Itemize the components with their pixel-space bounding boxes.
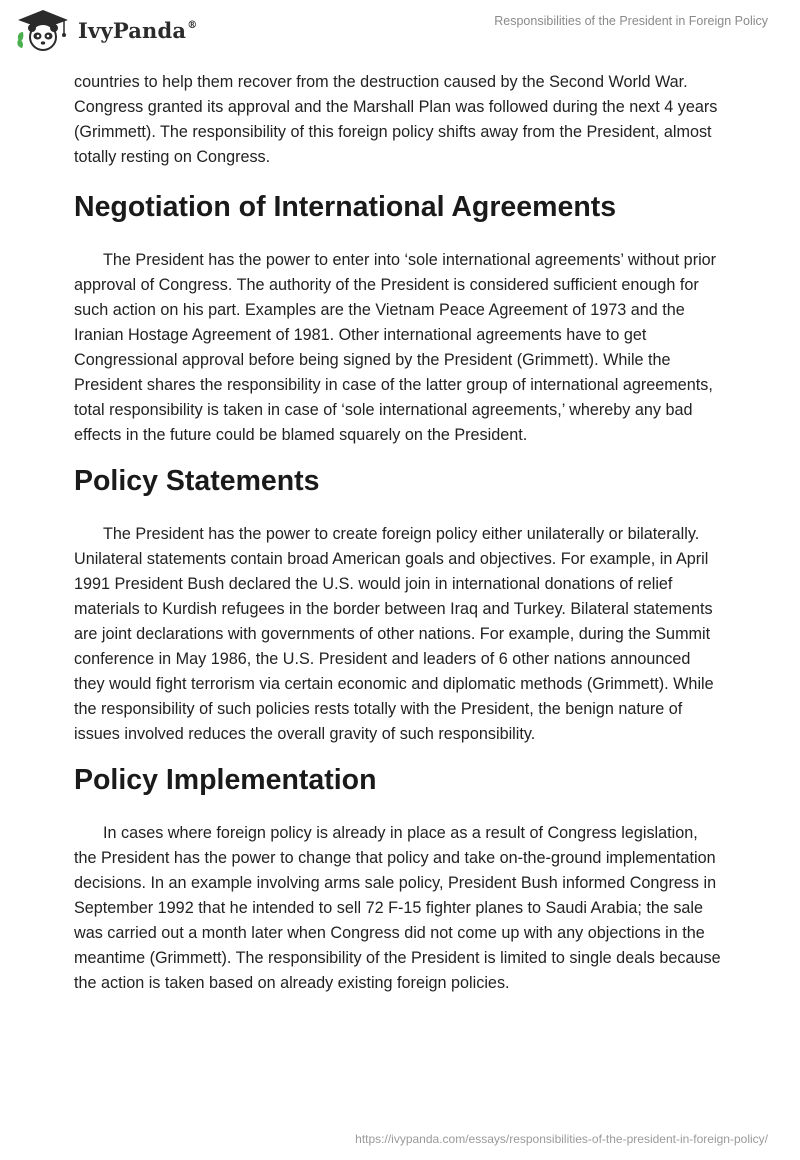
section-paragraph: In cases where foreign policy is already in place as a result of Congress legislation, the President has the power to change that policy and take on-the-ground implementation decisions. In an example involving arms sale policy, President Bush informed Congress in September 1992 that he intended to sell 72 F-15 fighter planes to Saudi Arabia; the sale was carried out a month later when Congress did not come up with any objections in the meantime (Grimmett). The responsibility of the President is limited to single deals because the action is taken based on already existing foreign policies. bbox=[74, 824, 721, 992]
section-paragraph: The President has the power to enter into ‘sole international agreements’ without prior approval of Congress. The authority of the President is considered sufficient enough for such action on his part. Examples are the Vietnam Peace Agreement of 1973 and the Iranian Hostage Agreement of 1981. Other international agreements have to get Congressional approval before being signed by the President (Grimmett). While the President shares the responsibility in case of the latter group of international agreements, total responsibility is taken in case of ‘sole international agreements,’ whereby any bad effects in the future could be blamed squarely on the President. bbox=[74, 251, 717, 444]
document-title: Responsibilities of the President in Foreign Policy bbox=[494, 14, 768, 28]
section-heading: Negotiation of International Agreements bbox=[74, 191, 617, 223]
panda-graduate-icon bbox=[14, 8, 72, 52]
section-policy-statements bbox=[74, 464, 724, 747]
section-paragraph: The President has the power to create foreign policy either unilaterally or bilaterally. Unilateral statements contain broad American goals and objectives. For example, in April 1991 President Bush declared the U.S. would join in international donations of relief materials to Kurdish refugees in the border between Iraq and Turkey. Bilateral statements are joint declarations with governments of other nations. For example, during the Summit conference in May 1986, the U.S. President and leaders of 6 other nations announced they would fight terrorism via certain economic and diplomatic methods (Grimmett). While the responsibility of such policies rests totally with the President, the benign nature of issues involved reduces the overall gravity of such responsibility. bbox=[74, 525, 714, 743]
section-heading: Policy Implementation bbox=[74, 764, 377, 796]
essay-content bbox=[74, 70, 724, 1008]
section-negotiation bbox=[74, 190, 724, 448]
brand-name: IvyPanda® bbox=[78, 17, 198, 43]
ivypanda-logo[interactable] bbox=[14, 8, 197, 52]
intro-paragraph: countries to help them recover from the destruction caused by the Second World War. Congress granted its approval and the Marshall Plan was followed during the next 4 years (Grimmett). The responsibility of this foreign policy shifts away from the President, almost totally resting on Congress. bbox=[74, 73, 718, 166]
page-header bbox=[0, 0, 800, 70]
source-url-link[interactable]: https://ivypanda.com/essays/responsibilities-of-the-president-in-foreign-policy/ bbox=[355, 1132, 768, 1146]
section-policy-implementation bbox=[74, 763, 724, 996]
section-heading: Policy Statements bbox=[74, 465, 320, 497]
